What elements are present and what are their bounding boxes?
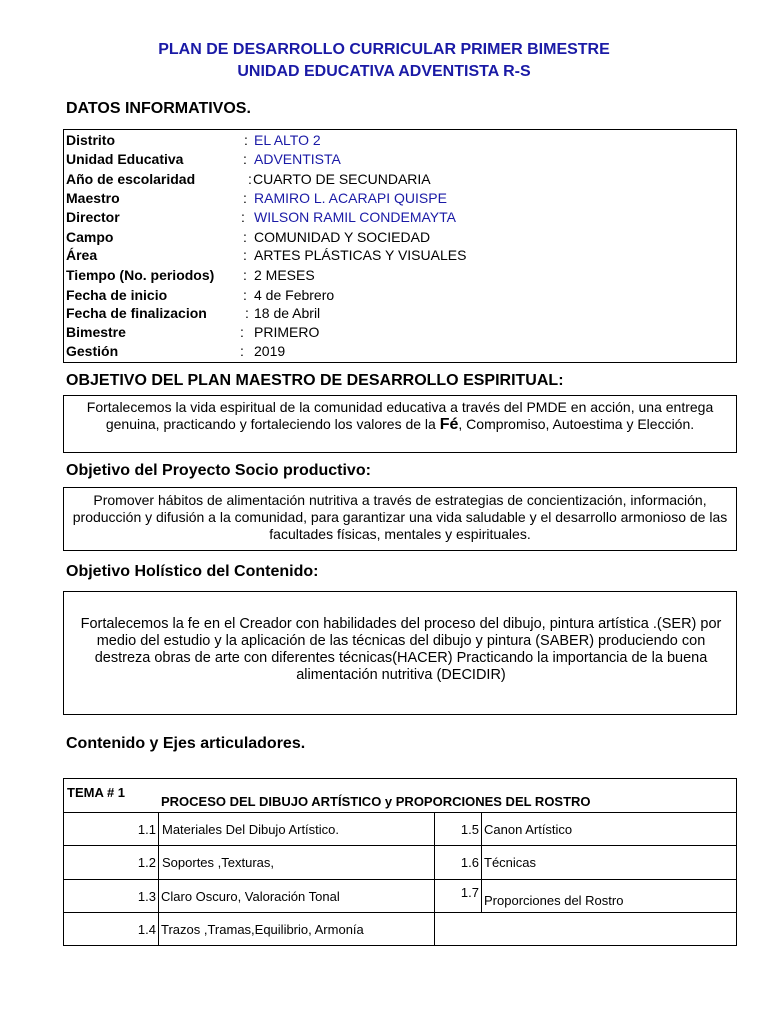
datos-sep: :: [244, 132, 248, 148]
datos-label: Campo: [66, 229, 114, 245]
objetivo-espiritual-heading: OBJETIVO DEL PLAN MAESTRO DE DESARROLLO ESPIRITUAL:: [66, 372, 564, 389]
datos-label: Distrito: [66, 132, 115, 148]
datos-value: ARTES PLÁSTICAS Y VISUALES: [254, 247, 467, 263]
datos-value: PRIMERO: [254, 324, 320, 340]
table-row: [64, 846, 737, 880]
datos-value: EL ALTO 2: [254, 132, 321, 148]
item-number: 1.1: [64, 813, 159, 846]
datos-value: WILSON RAMIL CONDEMAYTA: [254, 209, 456, 225]
datos-sep: :: [243, 247, 247, 263]
item-text: Canon Artístico: [482, 813, 737, 846]
datos-label: Fecha de inicio: [66, 287, 168, 303]
item-text: Materiales Del Dibujo Artístico.: [159, 813, 435, 846]
tema-cell: [64, 779, 737, 813]
item-text: Técnicas: [482, 846, 737, 880]
item-number: 1.7: [435, 880, 482, 913]
item-number: 1.3: [64, 880, 159, 913]
document-subtitle: UNIDAD EDUCATIVA ADVENTISTA R-S: [237, 63, 531, 80]
datos-label: Gestión: [66, 343, 119, 359]
datos-value: 4 de Febrero: [254, 287, 335, 303]
objetivo-holistico-heading: Objetivo Holístico del Contenido:: [66, 563, 319, 580]
table-row: [64, 813, 737, 846]
objetivo-espiritual-emphasis: Fé: [439, 416, 459, 433]
item-number: 1.6: [435, 846, 482, 880]
datos-label: Unidad Educativa: [66, 151, 184, 167]
datos-sep: :: [245, 305, 249, 321]
datos-sep: :: [241, 209, 245, 225]
datos-sep: :: [243, 267, 247, 283]
datos-label: Director: [66, 209, 120, 225]
datos-sep: :: [243, 151, 247, 167]
item-text: Claro Oscuro, Valoración Tonal: [159, 880, 435, 913]
objetivo-holistico-text: Fortalecemos la fe en el Creador con habilidades del proceso del dibujo, pintura artística .(SER) por medio del estudio y la aplicación de las técnicas del dibujo y pintura (SABER) produciendo con destreza obras de arte con diferentes técnicas(HACER) Practicando la importancia de la buena alimentación nutritiva (DECIDIR): [80, 616, 722, 683]
tema-title: PROCESO DEL DIBUJO ARTÍSTICO y PROPORCIONES DEL ROSTRO: [161, 794, 591, 809]
datos-sep: :: [243, 287, 247, 303]
item-text: Soportes ,Texturas,: [159, 846, 435, 880]
tema-label: TEMA # 1: [67, 785, 126, 800]
contenido-heading: Contenido y Ejes articuladores.: [66, 735, 306, 752]
tema-row: [64, 779, 737, 813]
datos-label: Año de escolaridad: [66, 171, 196, 187]
item-text: Trazos ,Tramas,Equilibrio, Armonía: [159, 913, 435, 946]
datos-value: 18 de Abril: [254, 305, 321, 321]
datos-sep: :: [248, 171, 252, 187]
item-number: 1.5: [435, 813, 482, 846]
objetivo-espiritual-text-part2: , Compromiso, Autoestima y Elección.: [458, 416, 695, 432]
datos-value: RAMIRO L. ACARAPI QUISPE: [254, 190, 447, 206]
datos-value: COMUNIDAD Y SOCIEDAD: [254, 229, 431, 245]
item-empty: [435, 913, 737, 946]
datos-value: CUARTO DE SECUNDARIA: [253, 171, 431, 187]
datos-sep: :: [243, 190, 247, 206]
objetivo-proyecto-text: Promover hábitos de alimentación nutritiva a través de estrategias de concientización, información, producción y difusión a la comunidad, para garantizar una vida saludable y el desarrollo armonioso de las facultades físicas, mentales y espirituales.: [72, 492, 728, 542]
datos-sep: :: [240, 324, 244, 340]
objetivo-espiritual-text-part1: Fortalecemos la vida espiritual de la comunidad educativa a través del PMDE en acción, una entrega genuina, practicando y fortaleciendo los valores de la: [86, 399, 714, 432]
table-row: [64, 880, 737, 913]
datos-value: 2 MESES: [254, 267, 315, 283]
datos-sep: :: [240, 343, 244, 359]
table-row: [64, 913, 737, 946]
datos-label: Bimestre: [66, 324, 126, 340]
datos-value: ADVENTISTA: [254, 151, 341, 167]
datos-label: Maestro: [66, 190, 120, 206]
datos-sep: :: [243, 229, 247, 245]
contenido-table: [63, 778, 737, 946]
document-title: PLAN DE DESARROLLO CURRICULAR PRIMER BIMESTRE: [158, 41, 610, 58]
item-number: 1.4: [64, 913, 159, 946]
item-number: 1.2: [64, 846, 159, 880]
objetivo-proyecto-heading: Objetivo del Proyecto Socio productivo:: [66, 462, 371, 479]
datos-value: 2019: [254, 343, 286, 359]
datos-heading: DATOS INFORMATIVOS.: [66, 100, 251, 117]
datos-label: Tiempo (No. periodos): [66, 267, 215, 283]
objetivo-espiritual-text: [70, 399, 730, 433]
datos-label: Fecha de finalizacion: [66, 305, 207, 321]
item-text: Proporciones del Rostro: [482, 880, 737, 913]
datos-label: Área: [66, 247, 98, 263]
